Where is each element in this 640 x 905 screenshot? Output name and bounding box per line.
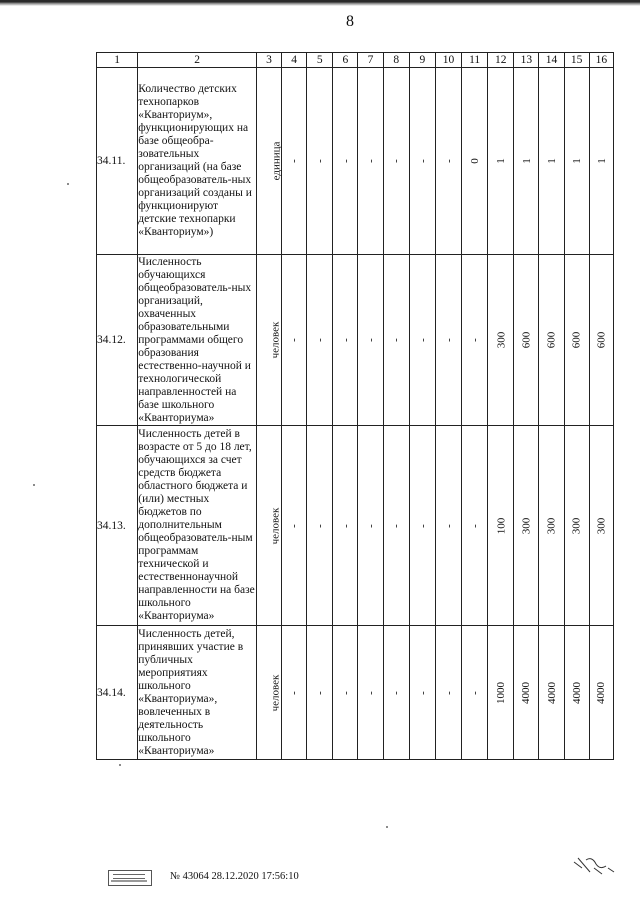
value-cell: [409, 255, 435, 426]
value-text: -: [390, 338, 403, 342]
value-cell: [462, 255, 488, 426]
table-row: [97, 626, 614, 760]
value-cell: [488, 255, 514, 426]
row-number: 34.13.: [97, 426, 138, 626]
col-header: 12: [488, 53, 514, 68]
value-text: 300: [595, 517, 608, 534]
value-cell: [564, 626, 589, 760]
value-text: -: [416, 523, 429, 528]
value-text: 600: [545, 331, 558, 349]
col-header: 13: [514, 53, 539, 68]
value-text: 300: [545, 517, 558, 534]
value-cell: [409, 68, 435, 255]
value-cell: [435, 68, 461, 255]
value-cell: [307, 626, 333, 760]
value-text: 1: [595, 158, 608, 164]
value-text: 100: [494, 517, 507, 534]
value-text: -: [313, 338, 326, 342]
col-header: 11: [462, 53, 488, 68]
value-cell: [539, 426, 564, 626]
value-cell: [333, 626, 358, 760]
unit-cell: [256, 255, 281, 426]
value-cell: [564, 68, 589, 255]
scan-speck: [386, 826, 388, 828]
value-text: -: [468, 523, 481, 528]
value-text: 4000: [545, 681, 558, 704]
value-text: 1: [494, 158, 507, 164]
value-cell: [539, 626, 564, 760]
value-cell: [462, 626, 488, 760]
value-text: 600: [520, 331, 533, 349]
scan-speck: [67, 183, 69, 185]
col-header: 8: [383, 53, 409, 68]
value-text: 4000: [570, 681, 583, 704]
value-cell: [435, 426, 461, 626]
value-cell: [358, 626, 383, 760]
value-cell: [514, 68, 539, 255]
unit-label: человек: [269, 674, 282, 711]
value-text: 600: [595, 331, 608, 349]
value-text: -: [390, 690, 403, 695]
value-cell: [514, 426, 539, 626]
scan-speck: [33, 484, 35, 486]
value-cell: [589, 68, 613, 255]
scan-speck: [119, 764, 121, 766]
value-cell: [409, 426, 435, 626]
value-cell: [462, 426, 488, 626]
value-cell: [488, 426, 514, 626]
value-text: 1: [520, 158, 533, 164]
value-text: -: [468, 338, 481, 342]
value-cell: [282, 626, 307, 760]
scan-top-edge: [0, 0, 640, 6]
col-header: 16: [589, 53, 613, 68]
header-row: [97, 53, 614, 68]
col-header: 6: [333, 53, 358, 68]
value-text: -: [416, 338, 429, 342]
value-text: -: [442, 338, 455, 342]
value-text: -: [339, 338, 352, 342]
value-cell: [435, 255, 461, 426]
value-text: -: [313, 159, 326, 163]
unit-cell: [256, 626, 281, 760]
value-text: -: [364, 523, 377, 528]
col-header: 7: [358, 53, 383, 68]
value-cell: [307, 68, 333, 255]
indicators-table: [96, 52, 614, 760]
value-text: 1: [545, 158, 558, 164]
value-cell: [488, 68, 514, 255]
value-text: 4000: [595, 681, 608, 704]
value-cell: [589, 255, 613, 426]
value-text: -: [364, 159, 377, 163]
value-text: 4000: [520, 681, 533, 704]
value-cell: [358, 426, 383, 626]
value-cell: [307, 426, 333, 626]
value-cell: [539, 68, 564, 255]
value-cell: [435, 626, 461, 760]
value-cell: [564, 255, 589, 426]
value-text: -: [313, 690, 326, 695]
value-text: -: [416, 690, 429, 695]
document-stamp: № 43064 28.12.2020 17:56:10: [170, 871, 299, 882]
table-row: [97, 426, 614, 626]
value-cell: [383, 626, 409, 760]
indicator-description: Численность детей, принявших участие в публичных мероприятиях школьного «Кванториума», вовлеченных в деятельность школьного «Кванториума»: [138, 626, 257, 760]
col-header: 10: [435, 53, 461, 68]
value-text: -: [364, 690, 377, 695]
emblem-seal: [108, 870, 152, 886]
value-cell: [282, 68, 307, 255]
value-cell: [462, 68, 488, 255]
value-cell: [589, 626, 613, 760]
col-header: 1: [97, 53, 138, 68]
col-header: 9: [409, 53, 435, 68]
indicator-description: Численность детей в возрасте от 5 до 18 лет, обучающихся за счет средств бюджета областного бюджета и (или) местных бюджетов по дополнительным общеобразователь-ным программам технической и естественнонаучной направленности на базе школьного «Кванториума»: [138, 426, 257, 626]
indicator-description: Численность обучающихся общеобразователь-ных организаций, охваченных образовательными программами общего образования естественно-научной и технологической направленностей на базе школьного «Кванториума»: [138, 255, 257, 426]
col-header: 15: [564, 53, 589, 68]
value-cell: [564, 426, 589, 626]
table-row: [97, 255, 614, 426]
unit-label: человек: [269, 507, 282, 544]
unit-cell: [256, 426, 281, 626]
value-cell: [383, 255, 409, 426]
col-header: 4: [282, 53, 307, 68]
table-row: [97, 68, 614, 255]
value-cell: [333, 68, 358, 255]
value-text: 1: [570, 158, 583, 164]
value-cell: [589, 426, 613, 626]
value-text: -: [313, 523, 326, 528]
value-text: -: [442, 159, 455, 163]
value-text: -: [442, 690, 455, 695]
value-cell: [358, 68, 383, 255]
unit-cell: [256, 68, 281, 255]
value-text: -: [390, 523, 403, 528]
page-number: 8: [346, 13, 354, 30]
col-header: 5: [307, 53, 333, 68]
value-cell: [358, 255, 383, 426]
col-header: 14: [539, 53, 564, 68]
value-cell: [333, 255, 358, 426]
value-text: -: [288, 523, 301, 528]
value-text: -: [339, 523, 352, 528]
value-text: -: [416, 159, 429, 163]
indicator-description: Количество детских технопарков «Кванториум», функционирующих на базе общеобра-зовательных организаций (на базе общеобразователь-ных организаций созданы и функционируют детские технопарки «Кванториум»): [138, 68, 257, 255]
value-cell: [282, 255, 307, 426]
value-text: -: [288, 159, 301, 163]
value-cell: [539, 255, 564, 426]
value-text: -: [339, 690, 352, 695]
value-cell: [383, 68, 409, 255]
value-text: 600: [570, 331, 583, 349]
value-cell: [514, 626, 539, 760]
value-cell: [488, 626, 514, 760]
value-text: -: [468, 690, 481, 695]
col-header: 3: [256, 53, 281, 68]
value-text: -: [288, 690, 301, 695]
value-cell: [282, 426, 307, 626]
value-text: -: [288, 338, 301, 342]
value-cell: [333, 426, 358, 626]
value-text: -: [339, 159, 352, 163]
value-cell: [307, 255, 333, 426]
signature-mark: [568, 848, 618, 878]
value-text: 1000: [494, 681, 507, 704]
row-number: 34.11.: [97, 68, 138, 255]
value-text: 300: [520, 517, 533, 534]
value-text: 300: [570, 517, 583, 534]
value-text: 0: [468, 158, 481, 164]
value-cell: [409, 626, 435, 760]
value-text: -: [364, 338, 377, 342]
value-cell: [514, 255, 539, 426]
row-number: 34.12.: [97, 255, 138, 426]
value-text: 300: [494, 331, 507, 349]
value-text: -: [390, 159, 403, 163]
row-number: 34.14.: [97, 626, 138, 760]
value-cell: [383, 426, 409, 626]
unit-label: человек: [269, 321, 282, 359]
unit-label: единица: [270, 141, 283, 181]
col-header: 2: [138, 53, 257, 68]
value-text: -: [442, 523, 455, 528]
